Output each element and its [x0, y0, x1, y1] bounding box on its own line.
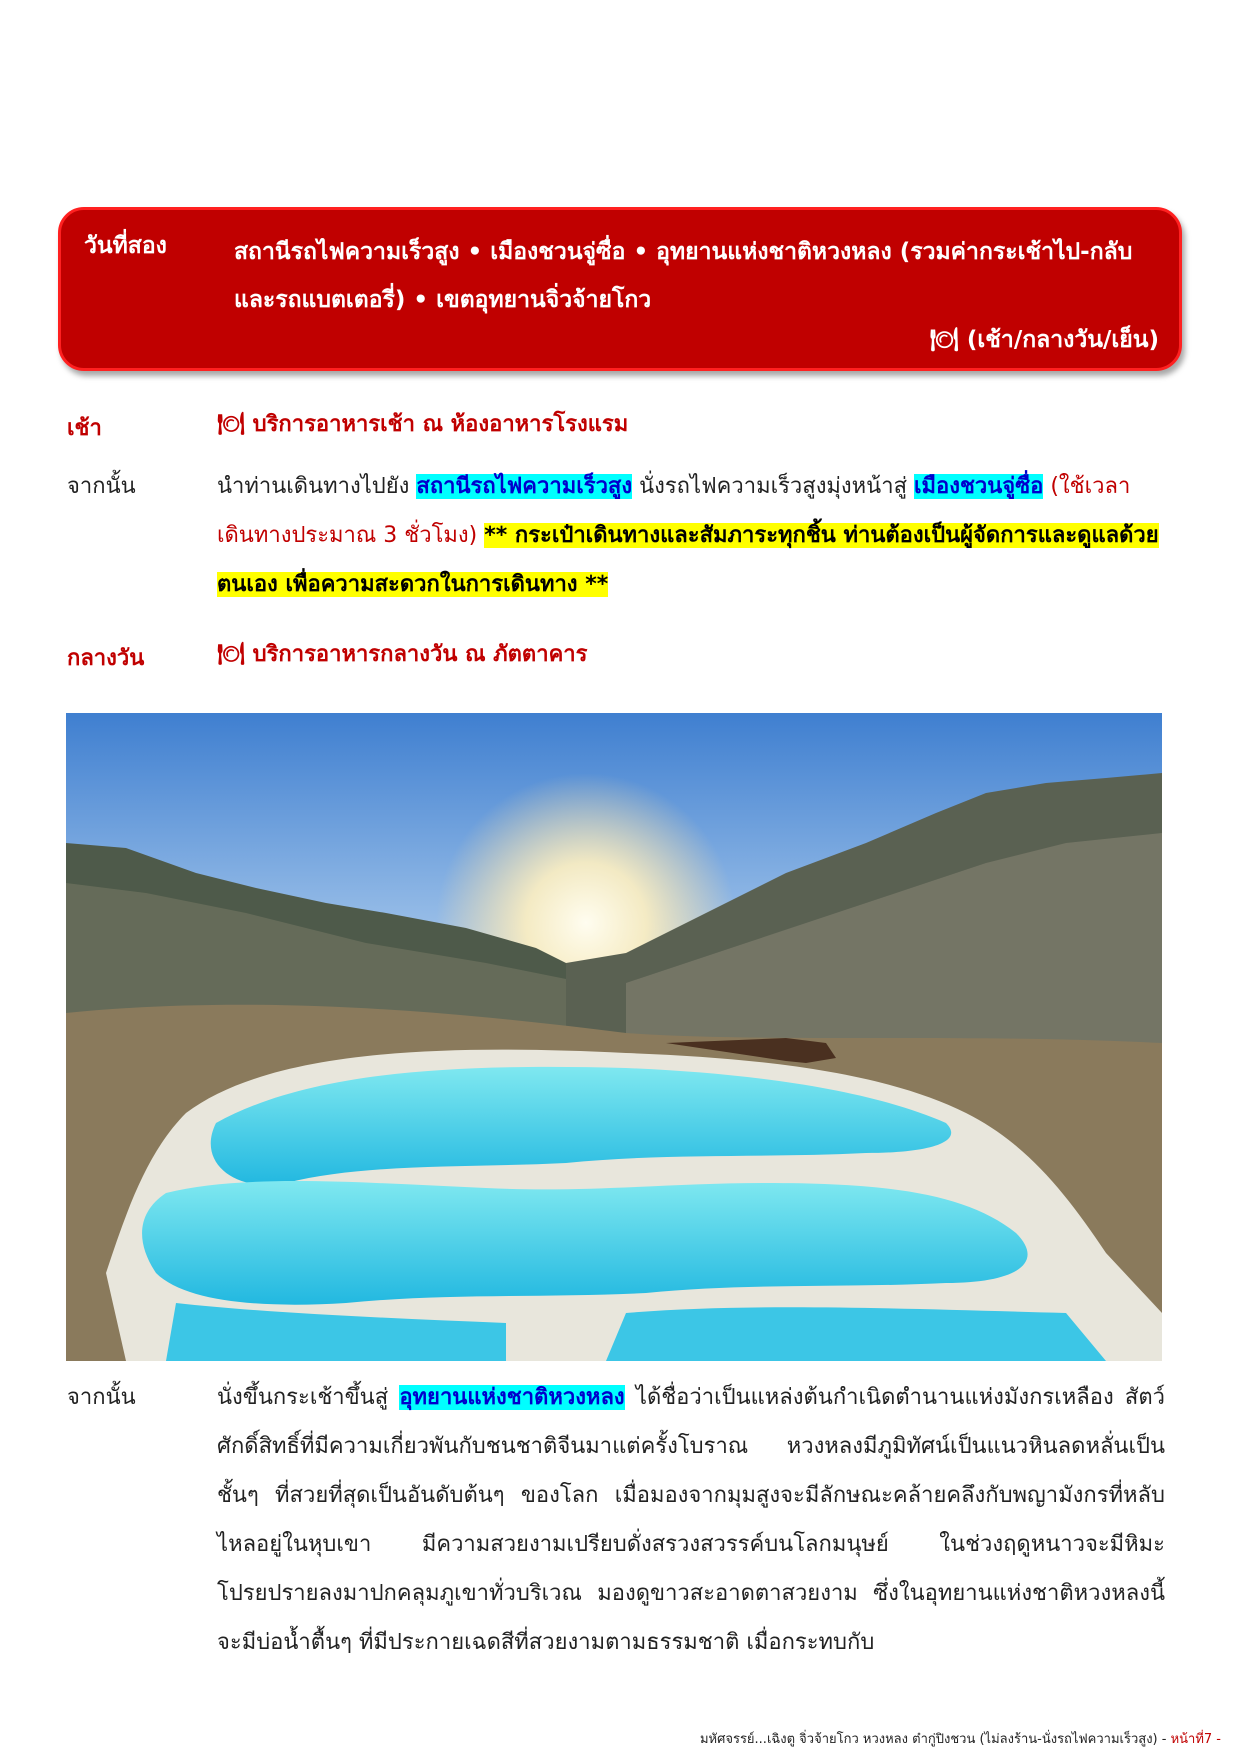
day-meals — [930, 322, 1159, 358]
then-content-1 — [217, 462, 1165, 609]
then1-text-2: นั่งรถไฟความเร็วสูงมุ่งหน้าสู่ — [632, 474, 914, 499]
lunch-label: กลางวัน — [67, 646, 145, 671]
then2-text-1: นั่งขึ้นกระเช้าขึ้นสู่ — [217, 1385, 400, 1410]
day-header — [58, 207, 1182, 371]
then-label-2: จากนั้น — [67, 1385, 136, 1410]
meals-text: (เช้า/กลางวัน/เย็น) — [966, 327, 1159, 353]
then1-text-1: นำท่านเดินทางไปยัง — [217, 474, 417, 499]
lunch-meal-text: บริการอาหารกลางวัน ณ ภัตตาคาร — [252, 642, 588, 667]
then-label-1: จากนั้น — [67, 474, 136, 499]
footer-text: มหัศจรรย์...เฉิงตู จิ่วจ้ายโกว หวงหลง ต๋ากู่ปิงชวน (ไม่ลงร้าน-นั่งรถไฟความเร็วสูง) - — [699, 1732, 1171, 1747]
morning-label: เช้า — [67, 416, 102, 441]
station-highlight: สถานีรถไฟความเร็วสูง — [416, 474, 633, 499]
then-content-2 — [217, 1373, 1165, 1667]
morning-meal-text: บริการอาหารเช้า ณ ห้องอาหารโรงแรม — [252, 412, 629, 437]
morning-meal — [217, 410, 1165, 440]
page-number: หน้าที่7 - — [1170, 1732, 1221, 1747]
lunch-meal — [217, 640, 1165, 670]
huanglong-photo — [66, 713, 1162, 1361]
meal-plate-icon: 🍽︎ — [929, 327, 959, 353]
day-label: วันที่สอง — [84, 233, 167, 259]
city-highlight: เมืองชวนจู่ซื่อ — [914, 474, 1044, 499]
page-footer — [700, 1728, 1221, 1749]
day-title: สถานีรถไฟความเร็วสูง • เมืองชวนจู่ซื่อ • อุทยานแห่งชาติหวงหลง (รวมค่ากระเช้าไป-กลับและรถแบตเตอรี่) • เขตอุทยานจิ่วจ้ายโกว — [234, 239, 1133, 313]
travel-time-note: (ใช้เวลาเดินทางประมาณ 3 ชั่วโมง) — [217, 474, 1131, 548]
luggage-warning: ** กระเป๋าเดินทางและสัมภาระทุกชิ้น ท่านต้องเป็นผู้จัดการและดูแลด้วยตนเอง เพื่อความสะดวกในการเดินทาง ** — [217, 523, 1159, 597]
park-highlight: อุทยานแห่งชาติหวงหลง — [399, 1385, 625, 1410]
meal-plate-icon: 🍽︎ — [217, 642, 245, 667]
meal-plate-icon: 🍽︎ — [217, 412, 245, 437]
then2-text-2: ได้ชื่อว่าเป็นแหล่งต้นกำเนิดตำนานแห่งมังกรเหลือง สัตว์ศักดิ์สิทธิ์ที่มีความเกี่ยวพันกับชนชาติจีนมาแต่ครั้งโบราณ หวงหลงมีภูมิทัศน์เป็นแนวหินลดหลั่นเป็นชั้นๆ ที่สวยที่สุดเป็นอันดับต้นๆ ของโลก เมื่อมองจากมุมสูงจะมีลักษณะคล้ายคลึงกับพญามังกรที่หลับไหลอยู่ในหุบเขา มีความสวยงามเปรียบดั่งสรวงสวรรค์บนโลกมนุษย์ ในช่วงฤดูหนาวจะมีหิมะโปรยปรายลงมาปกคลุมภูเขาทั่วบริเวณ มองดูขาวสะอาดตาสวยงาม ซึ่งในอุทยานแห่งชาติหวงหลงนี้จะมีบ่อน้ำตื้นๆ ที่มีประกายเฉดสีที่สวยงามตามธรรมชาติ เมื่อกระทบกับ — [217, 1385, 1165, 1655]
